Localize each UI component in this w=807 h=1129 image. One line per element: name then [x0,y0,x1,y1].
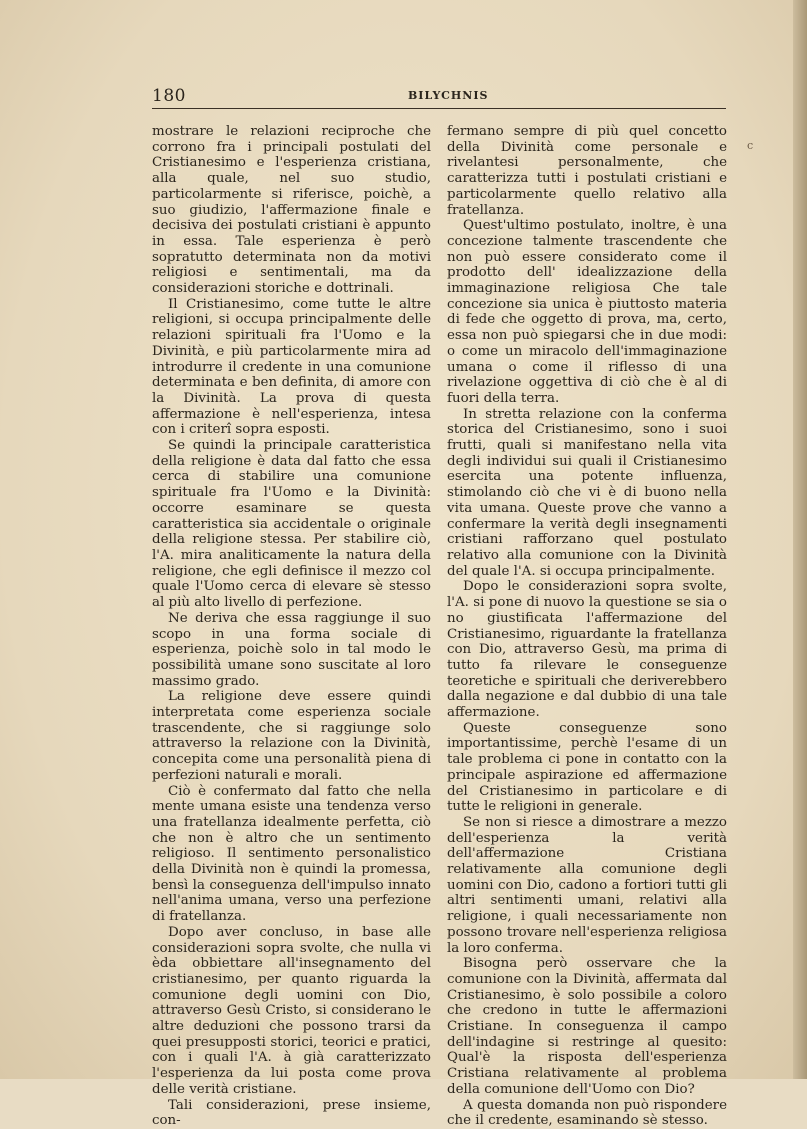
paragraph: A questa domanda non può rispondere che il credente, esaminando sè stesso. [447,1097,727,1129]
paragraph: Dopo aver concluso, in base alle considerazioni sopra svolte, che nulla vi èda obbiettare all'insegnamento del cristianesimo, per quanto riguarda la comunione degli uomini con Dio, attraverso Gesù Cristo, si considerano le altre deduzioni che possono trarsi da quei presupposti storici, teorici e pratici, con i quali l'A. à già caratterizzato l'esperienza da lui posta come prova delle verità cristiane. [152,924,431,1097]
paragraph: fermano sempre di più quel concetto della Divinità come personale e rivelantesi personalmente, che caratterizza tutti i postulati cristiani e particolarmente quello relativo alla fratellanza. [447,124,727,218]
paragraph: Quest'ultimo postulato, inoltre, è una concezione talmente trascendente che non può essere considerato come il prodotto dell' idealizzazione della immaginazione religiosa Che tale concezione sia unica è piuttosto materia di fede che oggetto di prova, ma, certo, essa non può spiegarsi che in due modi: o come un miracolo dell'immaginazione umana o come il riflesso di una rivelazione oggettiva di ciò che è al di fuori della terra. [447,218,727,406]
paragraph: Se quindi la principale caratteristica della religione è data dal fatto che essa cerca di stabilire una comunione spirituale fra l'Uomo e la Divinità: occorre esaminare se questa caratteristica sia accidentale o originale della religione stessa. Per stabilire ciò, l'A. mira analiticamente la natura della religione, che egli definisce il mezzo col quale l'Uomo cerca di elevare sè stesso al più alto livello di perfezione. [152,438,431,611]
paragraph: Tali considerazioni, prese insieme, con- [152,1097,431,1129]
page-edge-shadow [793,0,807,1079]
paragraph: In stretta relazione con la conferma storica del Cristianesimo, sono i suoi frutti, quali si manifestano nella vita degli individui sui quali il Cristianesimo esercita una potente influenza, stimolando ciò che vi è di buono nella vita umana. Queste prove che vanno a confermare la verità degli insegnamenti cristiani rafforzano quel postulato relativo alla comunione con la Divinità del quale l'A. si occupa principalmente. [447,406,727,579]
paragraph: Il Cristianesimo, come tutte le altre religioni, si occupa principalmente delle relazioni spirituali fra l'Uomo e la Divinità, e più particolarmente mira ad introdurre il credente in una comunione determinata e ben definita, di amore con la Divinità. La prova di questa affermazione è nell'esperienza, intesa con i criterî sopra esposti. [152,296,431,438]
page-number: 180 [152,86,186,106]
margin-mark: c [747,139,754,152]
running-head: BILYCHNIS [408,89,489,102]
paragraph: Se non si riesce a dimostrare a mezzo dell'esperienza la verità dell'affermazione Cristiana relativamente alla comunione degli uomini con Dio, cadono a fortiori tutti gli altri sentimenti umani, relativi alla religione, i quali necessariamente non possono trovare nell'esperienza religiosa la loro conferma. [447,814,727,956]
paragraph: La religione deve essere quindi interpretata come esperienza sociale trascendente, che si raggiunge solo attraverso la relazione con la Divinità, concepita come una personalità piena di perfezioni naturali e morali. [152,689,431,783]
left-column [152,124,431,1129]
paragraph: mostrare le relazioni reciproche che corrono fra i principali postulati del Cristianesimo e l'esperienza cristiana, alla quale, nel suo studio, particolarmente si riferisce, poichè, a suo giudizio, l'affermazione finale e decisiva dei postulati cristiani è appunto in essa. Tale esperienza è però sopratutto determinata non da motivi religiosi e sentimentali, ma da considerazioni storiche e dottrinali. [152,124,431,297]
paragraph: Bisogna però osservare che la comunione con la Divinità, affermata dal Cristianesimo, è solo possibile a coloro che credono in tutte le affermazioni Cristiane. In conseguenza il campo dell'indagine si restringe al quesito: Qual'è la risposta dell'esperienza Cristiana relativamente al problema della comunione dell'Uomo con Dio? [447,956,727,1097]
page-header [152,86,726,108]
header-rule [152,108,726,109]
right-column [447,124,727,1129]
paragraph: Dopo le considerazioni sopra svolte, l'A. si pone di nuovo la questione se sia o no giustificata l'affermazione del Cristianesimo, riguardante la fratellanza con Dio, attraverso Gesù, ma prima di tutto fa rilevare le conseguenze teoretiche e spirituali che deriverebbero dalla negazione e dal dubbio di una tale affermazione. [447,579,727,721]
paragraph: Queste conseguenze sono importantissime, perchè l'esame di un tale problema ci pone in contatto con la principale aspirazione ed affermazione del Cristianesimo in particolare e di tutte le religioni in generale. [447,720,727,815]
paragraph: Ciò è confermato dal fatto che nella mente umana esiste una tendenza verso una fratellanza idealmente perfetta, ciò che non è altro che un sentimento religioso. Il sentimento personalistico della Divinità non è quindi la promessa, bensì la conseguenza dell'impulso innato nell'anima umana, verso una perfezione di fratellanza. [152,783,431,925]
paragraph: Ne deriva che essa raggiunge il suo scopo in una forma sociale di esperienza, poichè solo in tal modo le possibilità umane sono suscitate al loro massimo grado. [152,610,431,689]
